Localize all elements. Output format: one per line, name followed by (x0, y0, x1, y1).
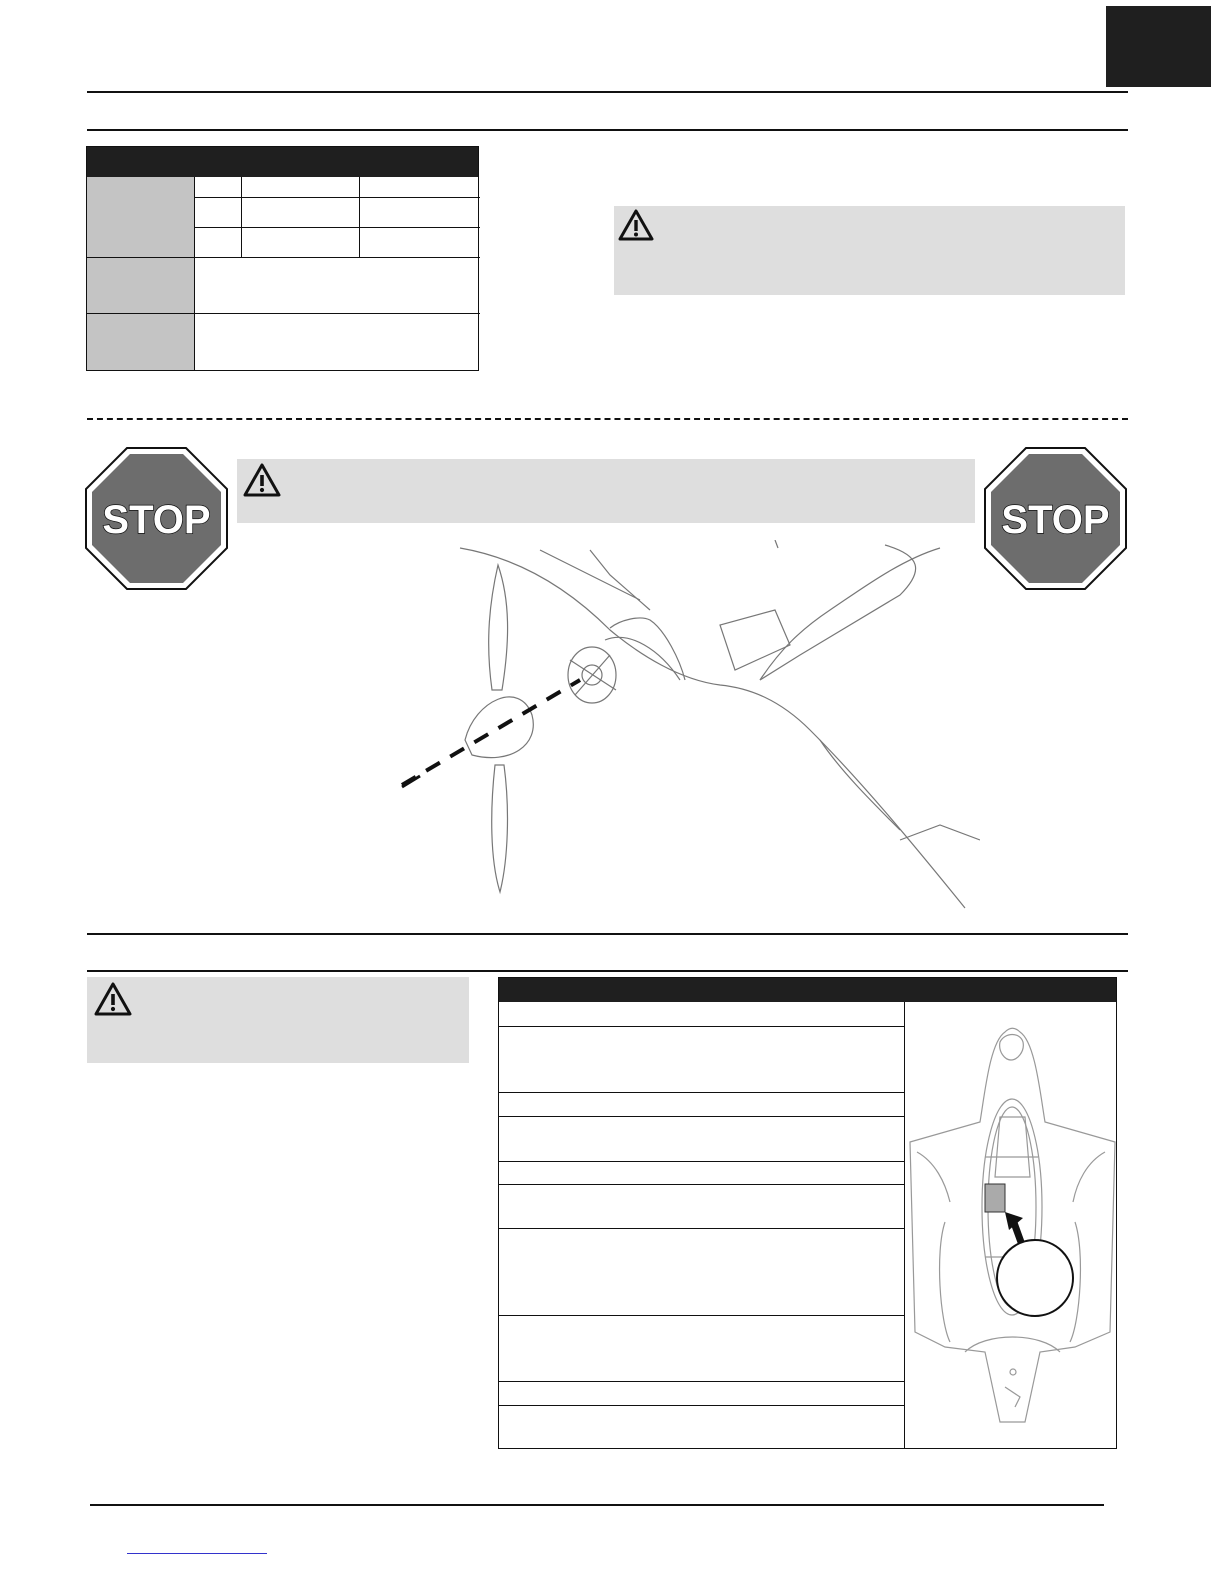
table-row (499, 1228, 904, 1315)
dashed-divider (87, 418, 1128, 420)
section-rule-top-2 (87, 129, 1128, 131)
table-row (499, 1381, 904, 1405)
spec-cell (242, 198, 359, 227)
stop-sign-icon (85, 447, 228, 590)
table-row (499, 1116, 904, 1161)
spec-table (86, 146, 479, 371)
spec-cell (360, 177, 478, 197)
receiver-table (498, 977, 1117, 1449)
table-row (499, 1161, 904, 1184)
table-row (499, 1184, 904, 1228)
spec-cell (195, 258, 478, 313)
spec-table-header (87, 147, 478, 177)
warning-triangle-icon (93, 981, 133, 1017)
section-rule-bottom-2 (87, 970, 1128, 972)
table-row (499, 1092, 904, 1116)
section-rule-top (87, 91, 1128, 93)
propeller-installation-illustration (380, 540, 980, 915)
footer-rule (90, 1504, 1104, 1506)
section-rule-bottom (87, 933, 1128, 935)
spec-row-label (87, 177, 195, 257)
language-tab (1106, 6, 1211, 87)
warning-box-stop (237, 459, 975, 523)
warning-box-top (614, 206, 1125, 295)
stop-sign-text: STOP (102, 498, 211, 542)
spec-cell (195, 228, 241, 257)
stop-sign-icon (984, 447, 1127, 590)
table-row (499, 1315, 904, 1381)
footer-link[interactable] (127, 1553, 267, 1554)
spec-cell (195, 177, 241, 197)
spec-cell (195, 314, 478, 370)
spec-row-label (87, 314, 195, 370)
spec-cell (195, 198, 241, 227)
table-row (499, 1026, 904, 1092)
spec-cell (360, 198, 478, 227)
table-row (499, 1405, 904, 1448)
stop-sign-text: STOP (1001, 498, 1110, 542)
table-row (499, 1002, 904, 1026)
receiver-table-header (499, 978, 1116, 1002)
spec-cell (242, 177, 359, 197)
warning-box-lower (87, 977, 469, 1063)
receiver-location-cell (904, 1002, 1116, 1448)
warning-triangle-icon (617, 208, 655, 242)
warning-triangle-icon (242, 462, 282, 498)
spec-cell (242, 228, 359, 257)
spec-cell (360, 228, 478, 257)
aircraft-receiver-diagram (905, 1002, 1117, 1448)
spec-row-label (87, 258, 195, 313)
